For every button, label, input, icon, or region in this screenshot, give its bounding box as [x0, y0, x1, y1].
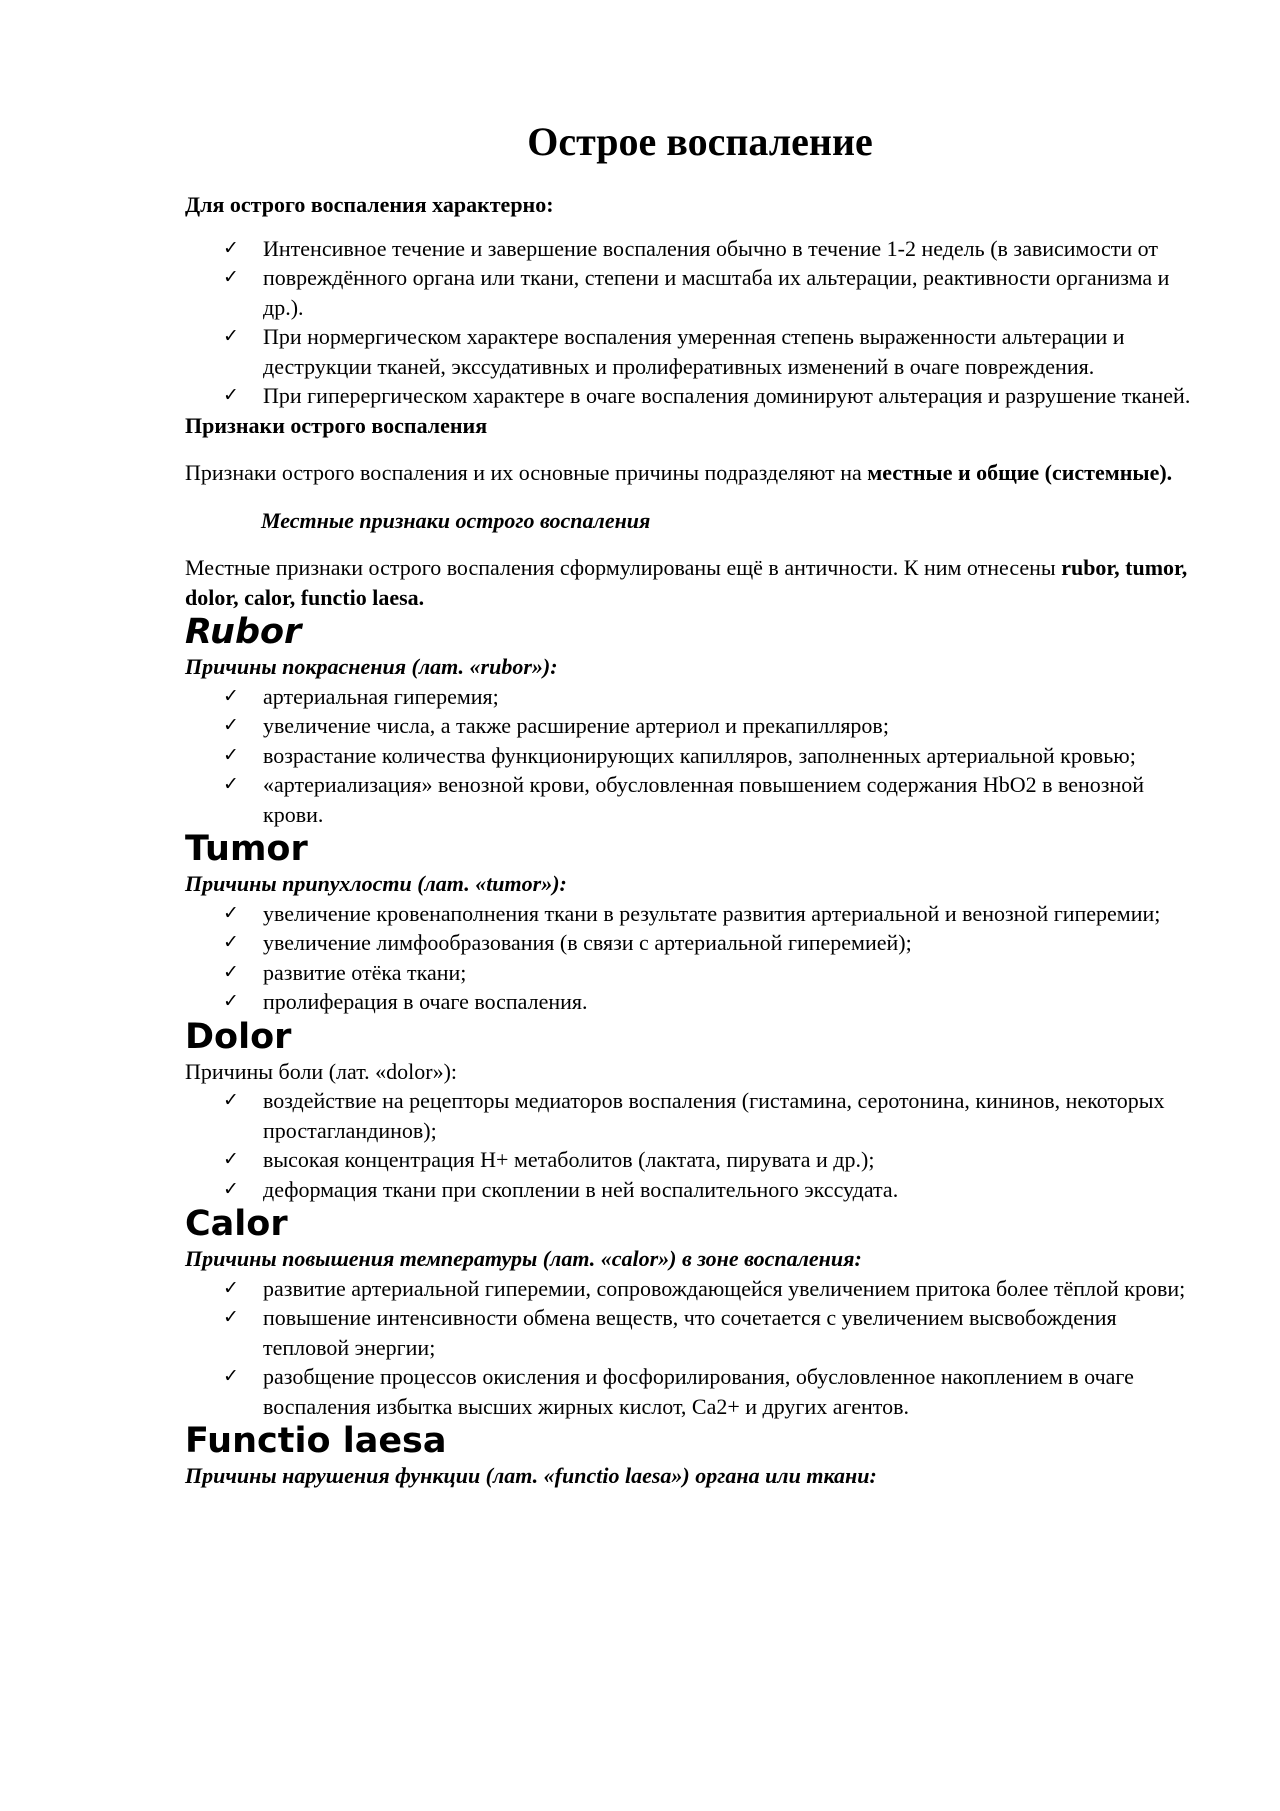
check-icon: ✓: [223, 960, 239, 983]
check-icon: ✓: [223, 901, 239, 924]
list-item: ✓ увеличение лимфообразования (в связи с артериальной гиперемией);: [185, 928, 1195, 958]
list-item: ✓ воздействие на рецепторы медиаторов воспаления (гистамина, серотонина, кининов, некоторых простагландинов);: [223, 1088, 1165, 1143]
check-icon: ✓: [223, 325, 239, 347]
dolor-subheading: Причины боли (лат. «dolor»):: [185, 1058, 458, 1084]
check-icon: ✓: [223, 266, 239, 288]
tumor-heading: Tumor: [185, 829, 308, 869]
calor-list: [185, 1274, 1195, 1422]
check-icon: ✓: [223, 384, 239, 406]
list-item: ✓ пролиферация в очаге воспаления.: [185, 987, 1195, 1017]
list-item: ✓ возрастание количества функционирующих капилляров, заполненных артериальной кровью;: [185, 741, 1195, 771]
calor-subheading: Причины повышения температуры (лат. «calor») в зоне воспаления:: [185, 1246, 862, 1271]
local-signs-heading: Местные признаки острого воспаления: [261, 507, 651, 533]
document-content: [185, 118, 1195, 1491]
list-item: ✓ увеличение числа, а также расширение артериол и прекапилляров;: [185, 711, 1195, 741]
list-item: ✓ увеличение кровенаполнения ткани в результате развития артериальной и венозной гиперемии;: [185, 899, 1195, 929]
check-icon: ✓: [223, 684, 239, 707]
list-item: ✓ развитие артериальной гиперемии, сопровождающейся увеличением притока более тёплой крови;: [185, 1274, 1195, 1304]
list-item: ✓ разобщение процессов окисления и фосфорилирования, обусловленное накоплением в очаге воспаления избытка высших жирных кислот, Са2+ и других агентов.: [223, 1364, 1134, 1419]
list-item: ✓ повышение интенсивности обмена веществ, что сочетается с увеличением высвобождения тепловой энергии;: [223, 1305, 1117, 1360]
signs-text: Признаки острого воспаления и их основные причины подразделяют на местные и общие (системные).: [185, 460, 1173, 485]
intro-heading: Для острого воспаления характерно:: [185, 192, 554, 217]
tumor-subheading: Причины припухлости (лат. «tumor»):: [185, 871, 567, 896]
list-item: ✓ «артериализация» венозной крови, обусловленная повышением содержания HbO2 в венозной крови.: [223, 772, 1145, 827]
signs-heading: Признаки острого воспаления: [185, 412, 488, 438]
functio-heading: Functio laesa: [185, 1421, 447, 1461]
dolor-list: [185, 1086, 1195, 1204]
check-icon: ✓: [223, 1306, 239, 1328]
list-item: ✓ повреждённого органа или ткани, степени и масштаба их альтерации, реактивности организма и др.).: [223, 265, 1170, 320]
check-icon: ✓: [223, 1276, 239, 1299]
check-icon: ✓: [223, 1365, 239, 1387]
list-item: ✓ высокая концентрация Н+ метаболитов (лактата, пирувата и др.);: [185, 1145, 1195, 1175]
check-icon: ✓: [223, 773, 239, 795]
check-icon: ✓: [223, 1089, 239, 1111]
tumor-list: [185, 899, 1195, 1017]
calor-heading: Calor: [185, 1204, 288, 1244]
local-signs-text: Местные признаки острого воспаления сформулированы ещё в античности. К ним отнесены rubor, tumor, dolor, calor, functio laesa.: [185, 555, 1188, 610]
rubor-subheading: Причины покраснения (лат. «rubor»):: [185, 654, 558, 679]
list-item: ✓ Интенсивное течение и завершение воспаления обычно в течение 1-2 недель (в зависимости от: [185, 234, 1195, 264]
check-icon: ✓: [223, 931, 239, 953]
list-item: ✓ развитие отёка ткани;: [185, 958, 1195, 988]
check-icon: ✓: [223, 1177, 239, 1200]
check-icon: ✓: [223, 1148, 239, 1170]
check-icon: ✓: [223, 236, 239, 259]
rubor-list: [185, 682, 1195, 830]
check-icon: ✓: [223, 714, 239, 736]
dolor-heading: Dolor: [185, 1016, 292, 1057]
list-item: ✓ При гиперергическом характере в очаге воспаления доминируют альтерация и разрушение тканей.: [185, 381, 1195, 411]
check-icon: ✓: [223, 743, 239, 766]
functio-subheading: Причины нарушения функции (лат. «functio laesa») органа или ткани:: [185, 1463, 877, 1488]
rubor-heading: Rubor: [185, 612, 302, 652]
check-icon: ✓: [223, 990, 239, 1012]
list-item: ✓ артериальная гиперемия;: [185, 682, 1195, 712]
page-title: Острое воспаление: [527, 119, 873, 164]
list-item: ✓ деформация ткани при скоплении в ней воспалительного экссудата.: [185, 1175, 1195, 1205]
list-item: ✓ При нормергическом характере воспаления умеренная степень выраженности альтерации и деструкции тканей, экссудативных и пролиферативных изменений в очаге повреждения.: [223, 324, 1125, 379]
intro-list: [185, 234, 1195, 411]
